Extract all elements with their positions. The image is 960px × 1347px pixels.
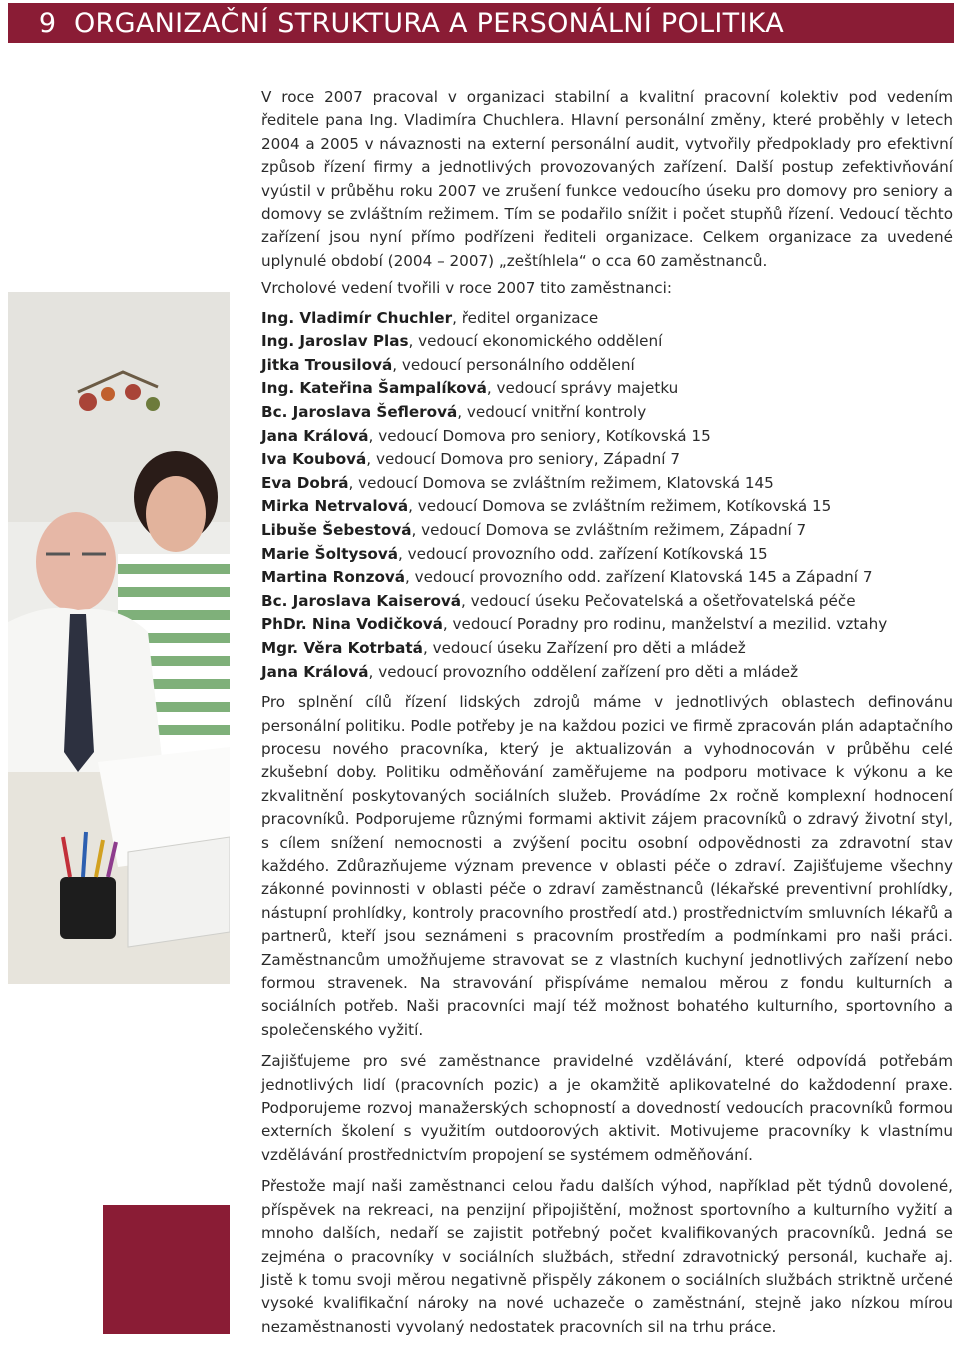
staff-name: Bc. Jaroslava Kaiserová <box>261 591 462 610</box>
staff-role: , ředitel organizace <box>452 308 599 327</box>
staff-role: , vedoucí Domova se zvláštním režimem, Západní 7 <box>411 521 807 539</box>
staff-name: Ing. Jaroslav Plas <box>261 332 409 351</box>
paragraph-benefits: Přestože mají naši zaměstnanci celou řadu dalších výhod, například pět týdnů dovolené, příspěvek na rekreaci, na penzijní připojištění, možnost sportovního a kulturního vyžití a mnoho dalších, nedaří se zajistit potřebný počet kvalifikovaných pracovníků. Jedná se zejména o pracovníky v sociálních službách, střední zdravotnický personál, kuchaře aj. Jistě k tomu svoji měrou negativně přispěly zákonem o sociálních službách striktně určené vysoké kvalifikační nároky na nové uchazeče o zaměstnání, stejně jako nízkou mírou nezaměstnanosti vyvolaný nedostatek pracovních sil na trhu práce. <box>261 1177 953 1336</box>
staff-role: , vedoucí úseku Pečovatelská a ošetřovatelská péče <box>461 591 856 610</box>
list-item <box>261 330 953 354</box>
staff-role: , vedoucí úseku Zařízení pro děti a mládež <box>422 638 746 657</box>
staff-role: , vedoucí Domova se zvláštním režimem, Kotíkovská 15 <box>408 497 832 516</box>
list-item <box>261 590 953 614</box>
staff-role: , vedoucí Domova pro seniory, Kotíkovská 15 <box>368 426 711 445</box>
staff-name: Mgr. Věra Kotrbatá <box>261 638 423 657</box>
staff-name: Eva Dobrá <box>261 473 349 492</box>
staff-role: , vedoucí provozního oddělení zařízení pro děti a mládež <box>368 662 799 681</box>
list-item <box>261 472 953 496</box>
staff-role: , vedoucí provozního odd. zařízení Klatovská 145 a Západní 7 <box>405 568 873 587</box>
staff-role: , vedoucí Domova pro seniory, Západní 7 <box>366 450 681 469</box>
chapter-title: ORGANIZAČNÍ STRUKTURA A PERSONÁLNÍ POLITIKA <box>74 7 784 39</box>
staff-name: PhDr. Nina Vodičková <box>261 615 443 634</box>
staff-name: Martina Ronzová <box>261 568 406 587</box>
staff-name: Ing. Kateřina Šampalíková <box>261 379 487 398</box>
list-item <box>261 425 953 449</box>
chapter-header <box>8 3 954 43</box>
list-item <box>261 519 953 543</box>
list-item <box>261 377 953 401</box>
management-list <box>261 307 953 685</box>
list-item <box>261 566 953 590</box>
staff-name: Jitka Trousilová <box>261 355 393 374</box>
list-item <box>261 307 953 331</box>
staff-role: , vedoucí Poradny pro rodinu, manželství a mezilid. vztahy <box>442 615 888 634</box>
staff-name: Mirka Netrvalová <box>261 497 409 516</box>
main-content <box>261 86 953 1347</box>
list-item <box>261 354 953 378</box>
staff-role: , vedoucí personálního oddělení <box>392 355 635 374</box>
staff-name: Ing. Vladimír Chuchler <box>261 308 453 327</box>
staff-name: Jana Králová <box>261 662 369 681</box>
staff-role: , vedoucí správy majetku <box>486 379 679 398</box>
list-item <box>261 613 953 637</box>
list-item <box>261 448 953 472</box>
list-item <box>261 661 953 685</box>
staff-role: , vedoucí vnitřní kontroly <box>457 403 647 422</box>
list-item <box>261 637 953 661</box>
staff-role: , vedoucí Domova se zvláštním režimem, Klatovská 145 <box>348 473 774 492</box>
management-intro: Vrcholové vedení tvořili v roce 2007 tito zaměstnanci: <box>261 279 672 298</box>
list-item <box>261 543 953 567</box>
staff-photo <box>8 292 230 984</box>
list-item <box>261 401 953 425</box>
staff-name: Bc. Jaroslava Šeflerová <box>261 403 458 422</box>
photo-illustration <box>8 292 230 984</box>
staff-name: Libuše Šebestová <box>261 521 412 539</box>
chapter-number: 9 <box>38 7 56 39</box>
accent-block <box>103 1205 230 1334</box>
list-item <box>261 495 953 519</box>
staff-name: Marie Šoltysová <box>261 544 399 563</box>
paragraph-hr-policy: Pro splnění cílů řízení lidských zdrojů máme v jednotlivých oblastech definovánu personální politiku. Podle potřeby je na každou pozici ve firmě zpracován plán adaptačního procesu nového pracovníka, který je aktualizován a vyhodnocován v průběhu celé zkušební doby. Politiku odměňování zaměřujeme na podporu motivace k výkonu a ke zkvalitnění poskytovaných sociálních služeb. Provádíme 2x ročně komplexní hodnocení pracovníků. Podporujeme různými formami aktivit zájem pracovníků o zdravý životní styl, s cílem snížení nemocnosti a zvýšení pocitu osobní odpovědnosti za zdravotní stav každého. Zdůrazňujeme význam prevence v oblasti péče o zdraví. Zajišťujeme všechny zákonné povinnosti v oblasti péče o zdraví zaměstnanců (lékařské preventivní prohlídky, nástupní prohlídky, kontroly pracovního prostředí atd.) prostřednictvím smluvních lékařů a partnerů, kteří jsou seznámeni s pracovním prostředím a podmínkami pro naši práci. Zaměstnancům umožňujeme stravovat se z vlastních kuchyní jednotlivých zařízení nebo formou stravenek. Na stravování přispíváme nemalou měrou z fondu kulturních a sociálních potřeb. Naši pracovníci mají též možnost bohatého kulturního, sportovního a společenského vyžití. <box>261 693 953 1039</box>
paragraph-intro-changes: V roce 2007 pracoval v organizaci stabilní a kvalitní pracovní kolektiv pod vedením ředitele pana Ing. Vladimíra Chuchlera. Hlavní personální změny, které proběhly v letech 2004 a 2005 v návaznosti na externí personální audit, vytvořily předpoklady pro efektivní způsob řízení firmy a jednotlivých provozovaných zařízení. Další postup zefektivňování vyústil v průběhu roku 2007 ve zrušení funkce vedoucího úseku pro domovy pro seniory a domovy se zvláštním režimem. Tím se podařilo snížit i počet stupňů řízení. Vedoucí těchto zařízení jsou nyní přímo podřízeni řediteli organizace. Celkem organizace za uvedené uplynulé období (2004 – 2007) „zeštíhlela“ o cca 60 zaměstnanců. <box>261 88 953 270</box>
staff-role: , vedoucí provozního odd. zařízení Kotíkovská 15 <box>398 544 768 563</box>
staff-name: Iva Koubová <box>261 450 367 469</box>
staff-role: , vedoucí ekonomického oddělení <box>408 332 663 351</box>
staff-name: Jana Králová <box>261 426 369 445</box>
paragraph-education: Zajišťujeme pro své zaměstnance pravidelné vzdělávání, které odpovídá potřebám jednotlivých lidí (pracovních pozic) a je okamžitě aplikovatelné do každodenní praxe. Podporujeme rozvoj manažerských schopností a dovedností vedoucích pracovníků formou externích školení s využitím outdoorových aktivit. Motivujeme pracovníky k vlastnímu vzdělávání prostřednictvím propojení se systémem odměňování. <box>261 1052 953 1164</box>
